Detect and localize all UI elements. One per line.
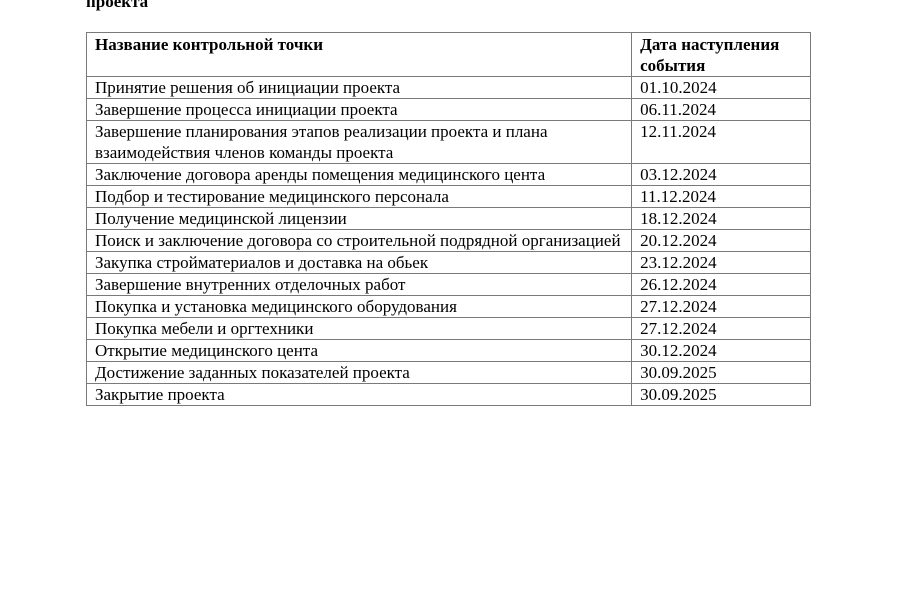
table-row xyxy=(87,164,811,186)
table-row xyxy=(87,230,811,252)
milestone-date: 26.12.2024 xyxy=(632,274,811,296)
milestone-date: 18.12.2024 xyxy=(632,208,811,230)
table-row xyxy=(87,318,811,340)
milestone-name: Получение медицинской лицензии xyxy=(87,208,632,230)
milestone-date: 06.11.2024 xyxy=(632,99,811,121)
header-event-date: Дата наступления события xyxy=(632,33,811,77)
milestone-name: Достижение заданных показателей проекта xyxy=(87,362,632,384)
milestone-name: Завершение внутренних отделочных работ xyxy=(87,274,632,296)
milestone-name: Покупка и установка медицинского оборудования xyxy=(87,296,632,318)
milestone-date: 12.11.2024 xyxy=(632,121,811,164)
milestone-name: Открытие медицинского цента xyxy=(87,340,632,362)
milestone-date: 27.12.2024 xyxy=(632,296,811,318)
table-row xyxy=(87,208,811,230)
milestone-date: 03.12.2024 xyxy=(632,164,811,186)
section-heading: проекта xyxy=(86,0,149,11)
table-row xyxy=(87,121,811,164)
table-row xyxy=(87,77,811,99)
milestone-name: Завершение планирования этапов реализации проекта и плана взаимодействия членов команды проекта xyxy=(87,121,632,164)
milestone-name: Закрытие проекта xyxy=(87,384,632,406)
table-row xyxy=(87,99,811,121)
milestone-date: 30.12.2024 xyxy=(632,340,811,362)
table-row xyxy=(87,384,811,406)
table-header-row xyxy=(87,33,811,77)
milestone-name: Поиск и заключение договора со строительной подрядной организацией xyxy=(87,230,632,252)
table-row xyxy=(87,362,811,384)
table-row xyxy=(87,296,811,318)
milestone-name: Покупка мебели и оргтехники xyxy=(87,318,632,340)
milestone-name: Подбор и тестирование медицинского персонала xyxy=(87,186,632,208)
milestone-date: 20.12.2024 xyxy=(632,230,811,252)
milestone-date: 11.12.2024 xyxy=(632,186,811,208)
milestone-date: 27.12.2024 xyxy=(632,318,811,340)
milestones-table xyxy=(86,32,811,406)
milestone-date: 30.09.2025 xyxy=(632,384,811,406)
table-row xyxy=(87,252,811,274)
table-row xyxy=(87,340,811,362)
table-row xyxy=(87,274,811,296)
milestone-date: 30.09.2025 xyxy=(632,362,811,384)
milestone-date: 23.12.2024 xyxy=(632,252,811,274)
milestone-name: Завершение процесса инициации проекта xyxy=(87,99,632,121)
header-milestone-name: Название контрольной точки xyxy=(87,33,632,77)
milestone-name: Закупка стройматериалов и доставка на обьек xyxy=(87,252,632,274)
table-row xyxy=(87,186,811,208)
milestone-name: Заключение договора аренды помещения медицинского цента xyxy=(87,164,632,186)
milestone-date: 01.10.2024 xyxy=(632,77,811,99)
milestone-name: Принятие решения об инициации проекта xyxy=(87,77,632,99)
